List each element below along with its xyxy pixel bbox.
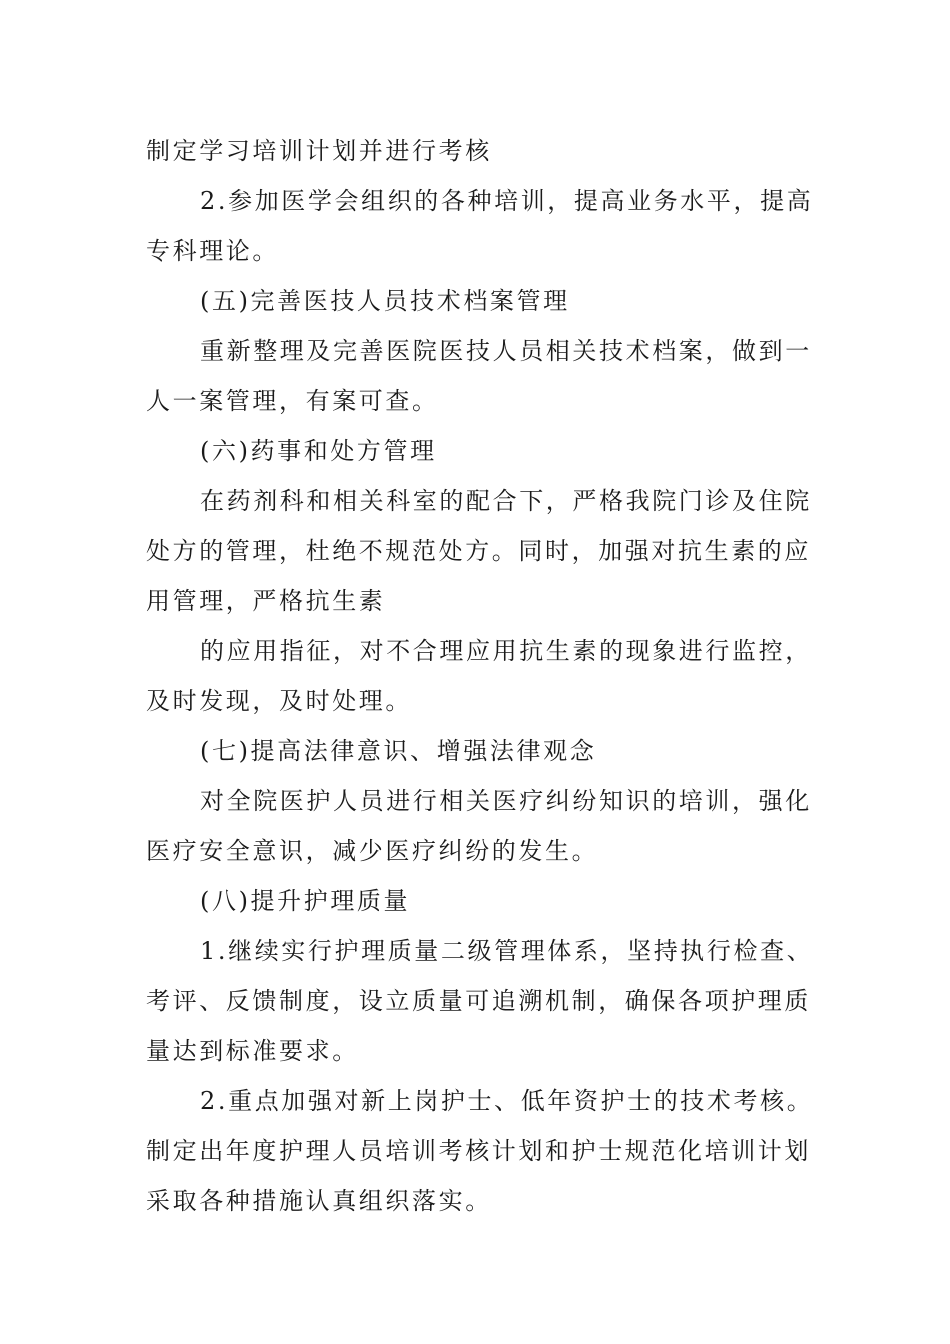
section-heading: (五)完善医技人员技术档案管理 xyxy=(200,287,570,315)
text-line: 处方的管理，杜绝不规范处方。同时，加强对抗生素的应 xyxy=(146,537,811,565)
text-line: 量达到标准要求。 xyxy=(146,1037,359,1065)
text-line: 及时发现，及时处理。 xyxy=(146,687,412,715)
text-line: 1.继续实行护理质量二级管理体系，坚持执行检查、 xyxy=(200,937,814,965)
text-line: 考评、反馈制度，设立质量可追溯机制，确保各项护理质 xyxy=(146,987,811,1015)
text-line: 重新整理及完善医院医技人员相关技术档案，做到一 xyxy=(200,337,812,365)
text-line: 在药剂科和相关科室的配合下，严格我院门诊及住院 xyxy=(200,487,812,515)
text-line: 医疗安全意识，减少医疗纠纷的发生。 xyxy=(146,837,599,865)
text-line: 对全院医护人员进行相关医疗纠纷知识的培训，强化 xyxy=(200,787,812,815)
text-line: 2.重点加强对新上岗护士、低年资护士的技术考核。 xyxy=(200,1087,814,1115)
text-line: 专科理论。 xyxy=(146,237,279,265)
section-heading: (八)提升护理质量 xyxy=(200,887,411,915)
text-line: 用管理，严格抗生素 xyxy=(146,587,386,615)
text-line: 采取各种措施认真组织落实。 xyxy=(146,1187,492,1215)
text-line: 2.参加医学会组织的各种培训，提高业务水平，提高 xyxy=(200,187,814,215)
text-line: 人一案管理，有案可查。 xyxy=(146,387,439,415)
section-heading: (六)药事和处方管理 xyxy=(200,437,437,465)
text-line: 的应用指征，对不合理应用抗生素的现象进行监控， xyxy=(200,637,812,665)
text-line: 制定出年度护理人员培训考核计划和护士规范化培训计划 xyxy=(146,1137,811,1165)
section-heading: (七)提高法律意识、增强法律观念 xyxy=(200,737,597,765)
text-line: 制定学习培训计划并进行考核 xyxy=(146,137,492,165)
